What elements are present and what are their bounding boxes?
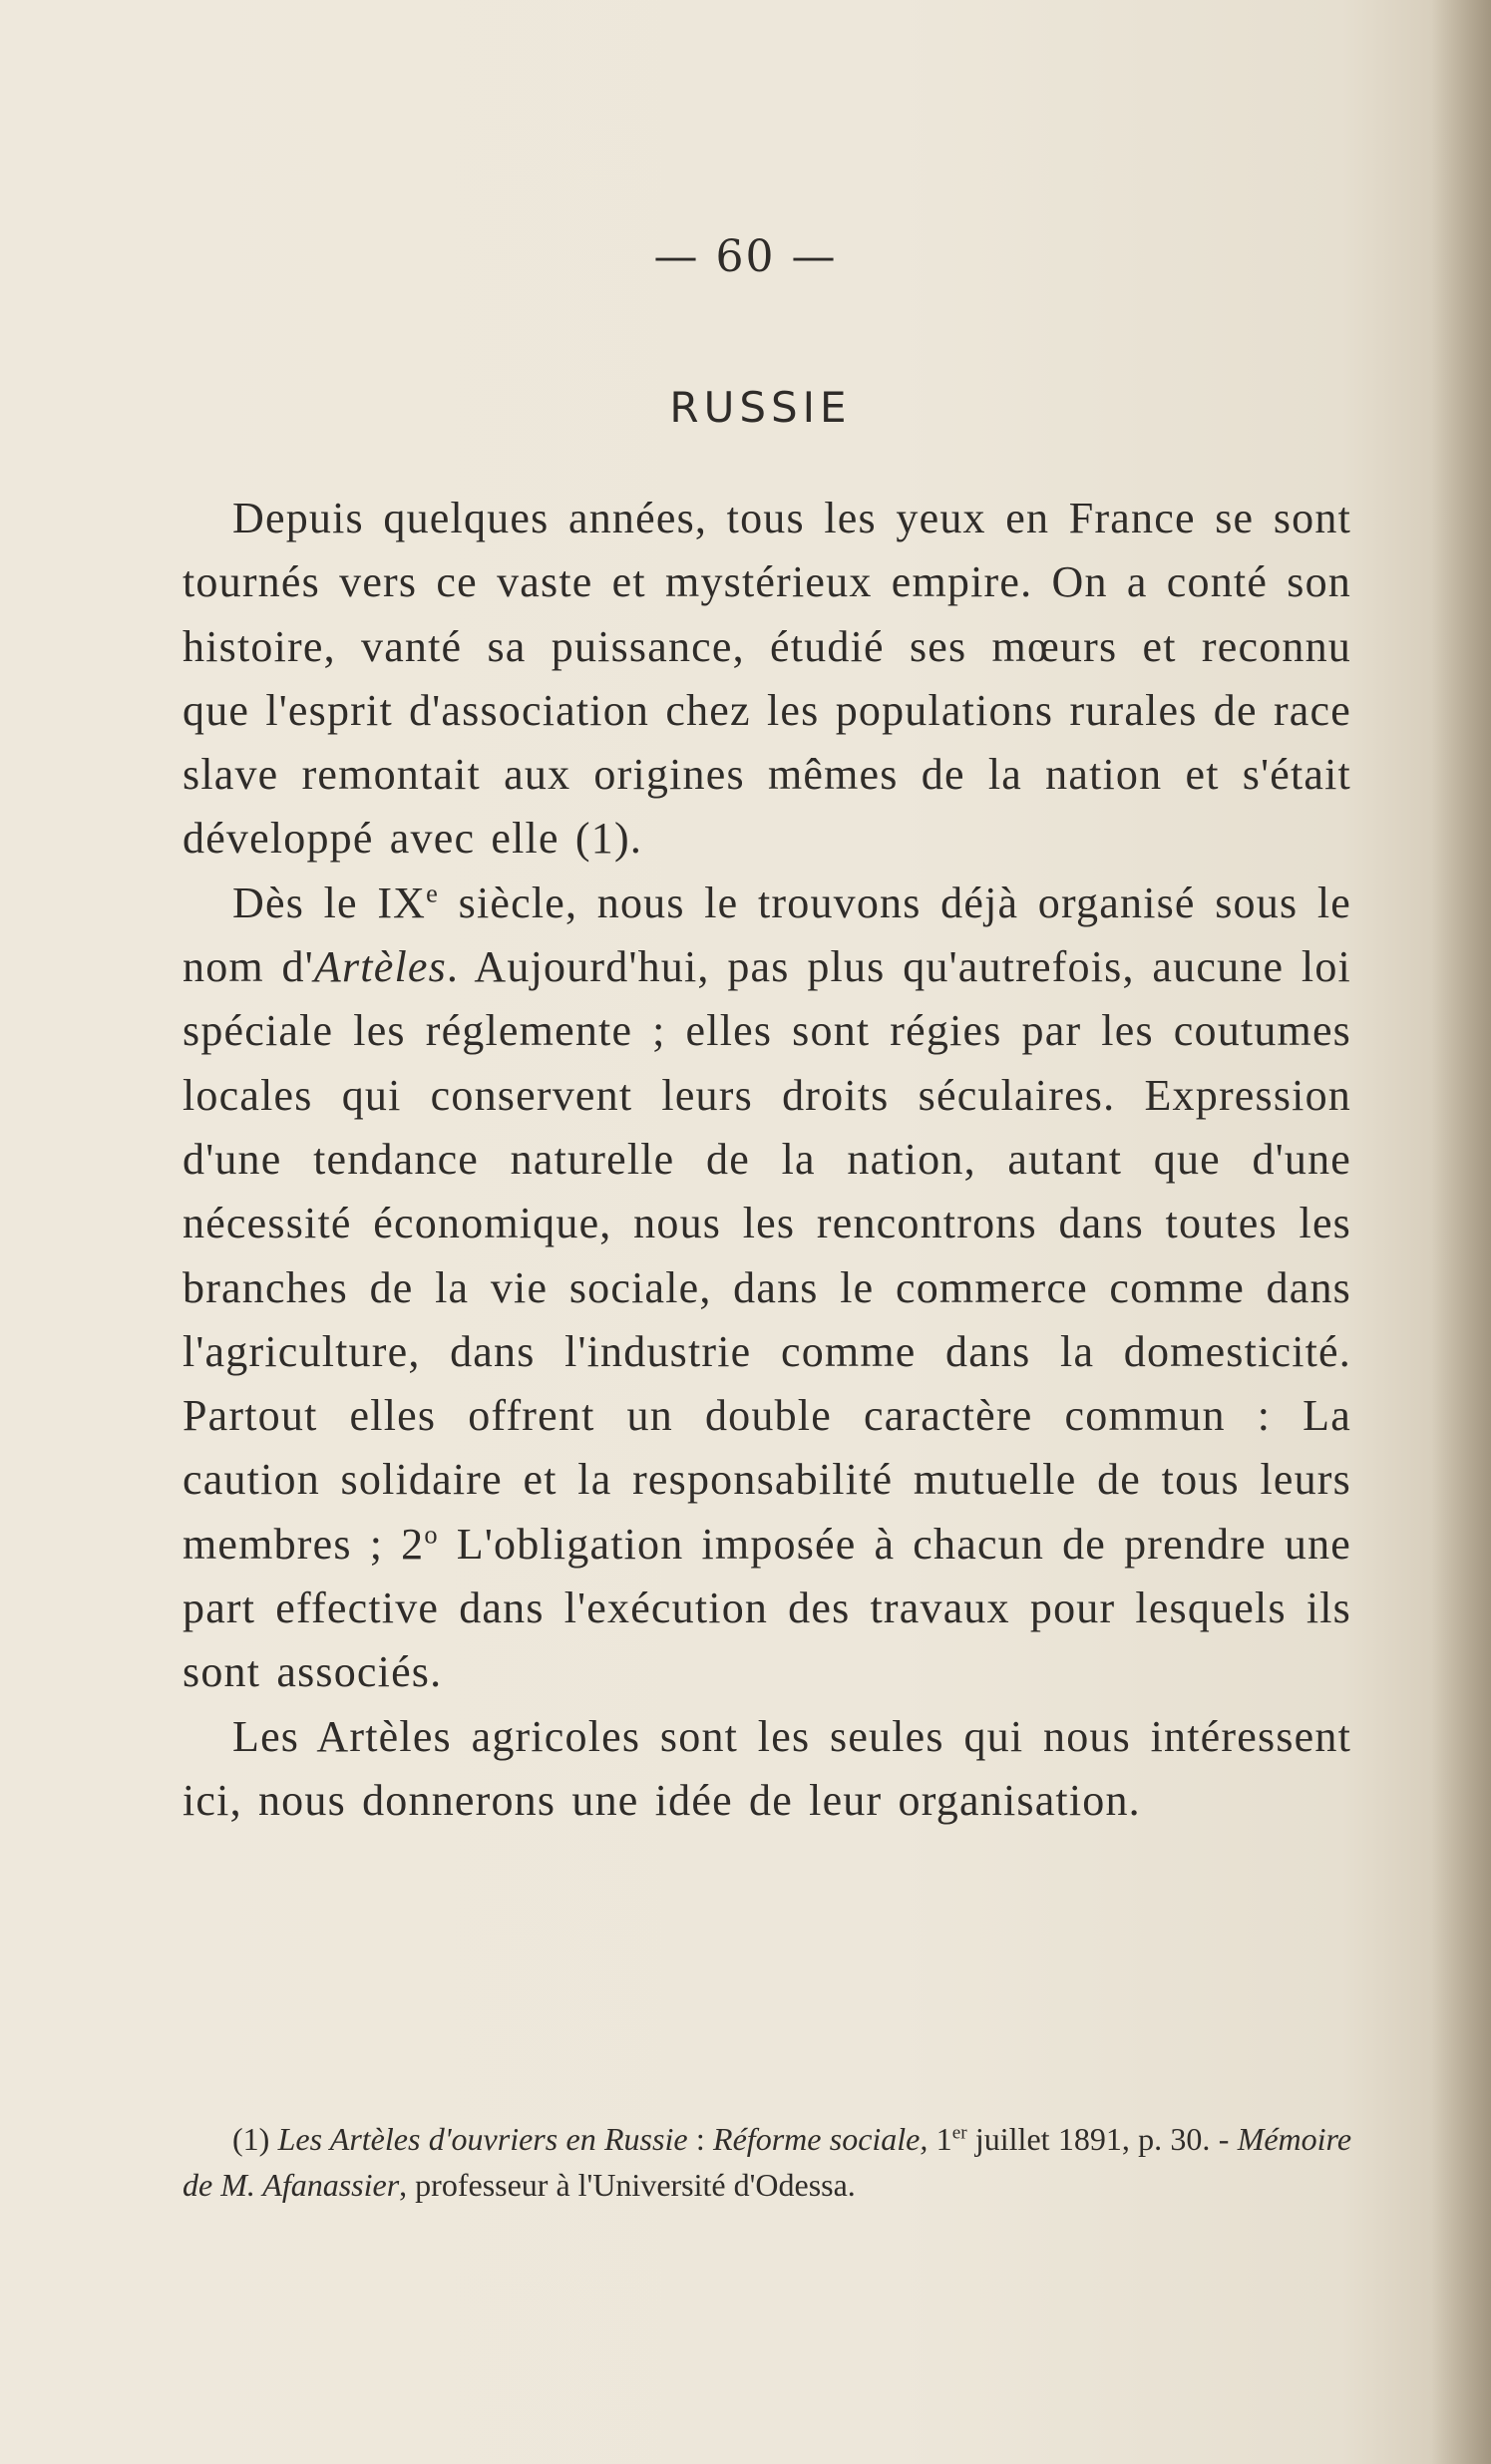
italic-term-arteles: Artèles bbox=[313, 942, 447, 992]
footnote-date-b: juillet 1891, p. 30. - bbox=[966, 2121, 1238, 2157]
footnote-1 bbox=[183, 2116, 1351, 2208]
footnote-memoire: Mémoire de M. Afanassier bbox=[183, 2121, 1352, 2203]
page-edge-shadow bbox=[1431, 0, 1491, 2464]
paragraph-2 bbox=[183, 872, 1351, 1705]
body-text bbox=[183, 487, 1351, 1833]
superscript-o: o bbox=[424, 1519, 439, 1550]
page-header bbox=[0, 231, 1491, 282]
footnote-tail: , professeur à l'Université d'Odessa. bbox=[399, 2167, 856, 2203]
paragraph-2-part-a: Dès le IX bbox=[232, 878, 427, 927]
page-number: — 60 — bbox=[653, 231, 838, 282]
paragraph-2-part-d: L'obligation imposée à chacun de prendre une part effective dans l'exécution des travaux pour lesquels ils sont associés. bbox=[183, 1519, 1351, 1697]
footnote-source-title: Les Artèles d'ouvriers en Russie bbox=[277, 2121, 688, 2157]
footnote bbox=[183, 2116, 1351, 2208]
footnote-date-a: 1 bbox=[928, 2121, 952, 2157]
section-title: RUSSIE bbox=[669, 383, 852, 432]
footnote-marker: (1) bbox=[232, 2121, 278, 2157]
paragraph-3: Les Artèles agricoles sont les seules qui nous intéressent ici, nous donnerons une idée de leur organisation. bbox=[183, 1711, 1351, 1825]
superscript-e: e bbox=[426, 878, 440, 908]
paragraph-2-part-c: . Aujourd'hui, pas plus qu'autrefois, aucune loi spéciale les réglemente ; elles sont régies par les coutumes locales qui conservent leurs droits séculaires. Expression d'une tendance naturelle de la nation, autant que d'une nécessité économique, nous les rencontrons dans toutes les branches de la vie sociale, dans le commerce comme dans l'agriculture, dans l'industrie comme dans la domesticité. Partout elles offrent un double caractère commun : La caution solidaire et la responsabilité mutuelle de tous leurs membres ; 2 bbox=[183, 942, 1351, 1569]
footnote-separator: : bbox=[687, 2121, 714, 2157]
paragraph-2-part-b: siècle, nous le trouvons déjà organisé sous le nom d' bbox=[183, 878, 1351, 992]
footnote-date-superscript: er bbox=[951, 2122, 967, 2144]
footnote-journal: Réforme sociale, bbox=[713, 2121, 929, 2157]
paragraph-1: Depuis quelques années, tous les yeux en France se sont tournés vers ce vaste et mystérieux empire. On a conté son histoire, vanté sa puissance, étudié ses mœurs et reconnu que l'esprit d'association chez les populations rurales de race slave remontait aux origines mêmes de la nation et s'était développé avec elle (1). bbox=[183, 494, 1351, 864]
